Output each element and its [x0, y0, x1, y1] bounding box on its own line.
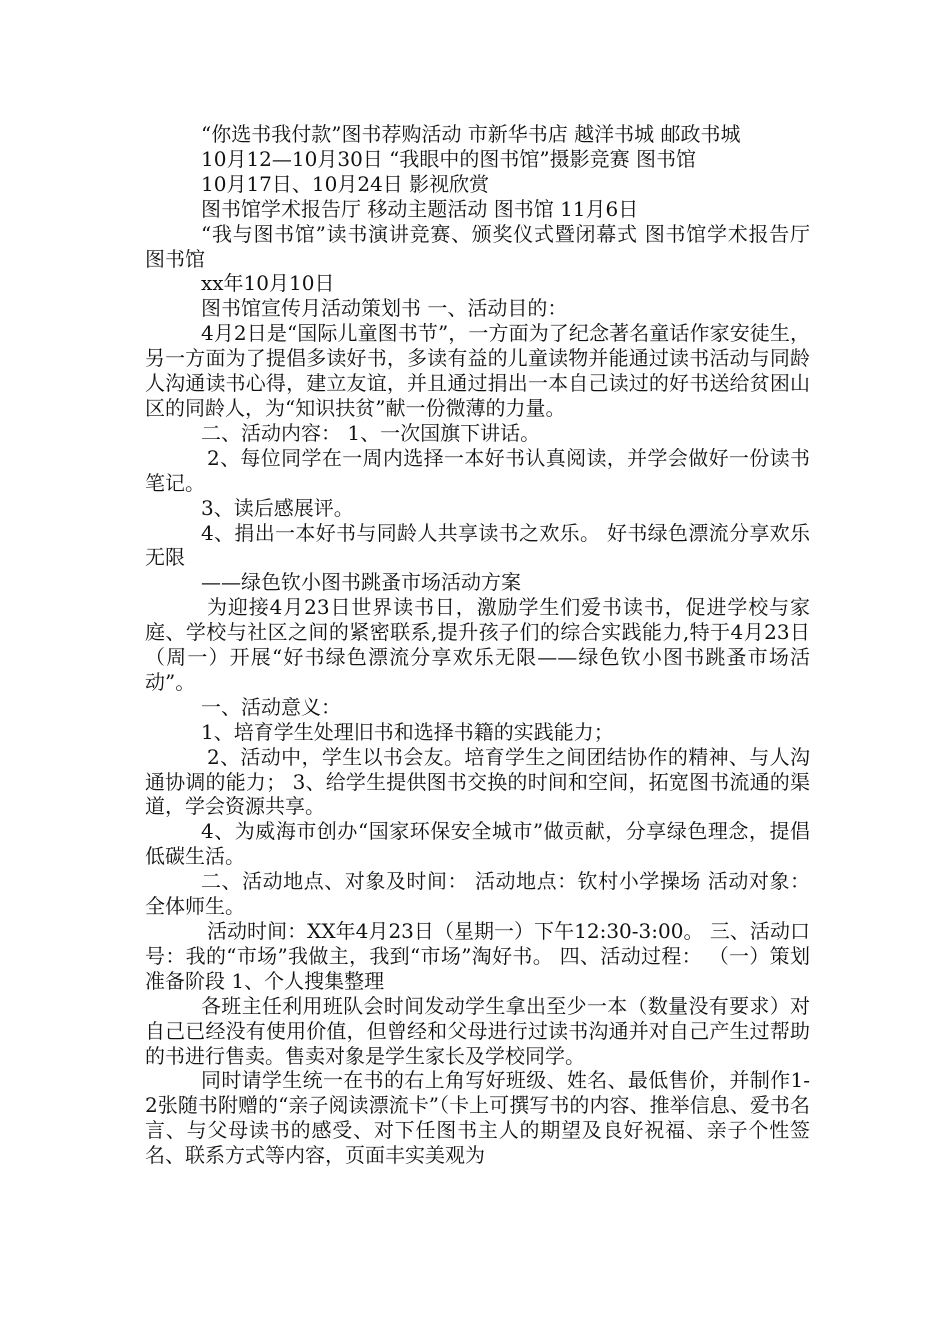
paragraph-significance-2: 2、活动中，学生以书会友。培育学生之间团结协作的精神、与人沟通协调的能力； 3、给学生提供图书交换的时间和空间，拓宽图书流通的渠道，学会资源共享。 — [145, 744, 810, 819]
paragraph-time: 活动时间：XX年4月23日（星期一）下午12:30-3:00。 三、活动口号：我的“市场”我做主，我到“市场”淘好书。 四、活动过程： （一）策划准备阶段 1、个人搜集整理 — [145, 919, 810, 993]
paragraph-event-film: 10月17日、10月24日 影视欣赏 — [201, 171, 490, 196]
paragraph-significance-heading: 一、活动意义： — [201, 694, 341, 719]
paragraph-content-4: 4、捐出一本好书与同龄人共享读书之欢乐。 好书绿色漂流分享欢乐无限 — [145, 520, 810, 570]
paragraph-date: xx年10月10日 — [201, 271, 335, 296]
paragraph-event-speech: “我与图书馆”读书演讲竞赛、颁奖仪式暨闭幕式 图书馆学术报告厅 图书馆 — [145, 221, 810, 271]
paragraph-content-3: 3、读后感展评。 — [201, 495, 354, 520]
paragraph-labeling: 同时请学生统一在书的右上角写好班级、姓名、最低售价，并制作1-2张随书附赠的“亲子阅读漂流卡”（卡上可撰写书的内容、推举信息、爱书名言、与父母读书的感受、对下任图书主人的期望及良好祝福、亲子个性签名、联系方式等内容，页面丰实美观为 — [145, 1068, 810, 1168]
paragraph-event-mobile: 图书馆学术报告厅 移动主题活动 图书馆 11月6日 — [201, 196, 639, 221]
paragraph-intro: 为迎接4月23日世界读书日，激励学生们爱书读书，促进学校与家庭、学校与社区之间的紧密联系,提升孩子们的综合实践能力,特于4月23日（周一）开展“好书绿色漂流分享欢乐无限——绿色钦小图书跳蚤市场活动”。 — [145, 595, 810, 694]
paragraph-content-2: 2、每位同学在一周内选择一本好书认真阅读，并学会做好一份读书笔记。 — [145, 445, 810, 495]
paragraph-content-1: 二、活动内容： 1、一次国旗下讲话。 — [201, 420, 541, 445]
paragraph-teacher-instructions: 各班主任利用班队会时间发动学生拿出至少一本（数量没有要求）对自己已经没有使用价值，但曾经和父母进行过读书沟通并对自己产生过帮助的书进行售卖。售卖对象是学生家长及学校同学。 — [145, 993, 810, 1068]
paragraph-event-photo-contest: 10月12—10月30日 “我眼中的图书馆”摄影竞赛 图书馆 — [201, 146, 696, 171]
paragraph-subtitle: ——绿色钦小图书跳蚤市场活动方案 — [201, 570, 521, 595]
paragraph-plan-title: 图书馆宣传月活动策划书 一、活动目的： — [201, 296, 568, 321]
paragraph-purpose: 4月2日是“国际儿童图书节”，一方面为了纪念著名童话作家安徒生，另一方面为了提倡多读好书，多读有益的儿童读物并能通过读书活动与同龄人沟通读书心得，建立友谊，并且通过捐出一本自己读过的好书送给贫困山区的同龄人，为“知识扶贫”献一份微薄的力量。 — [145, 321, 810, 420]
paragraph-significance-4: 4、为威海市创办“国家环保安全城市”做贡献，分享绿色理念，提倡低碳生活。 — [145, 819, 810, 869]
paragraph-event-book-purchase: “你选书我付款”图书荐购活动 市新华书店 越洋书城 邮政书城 — [201, 122, 741, 146]
document-body — [145, 122, 810, 1168]
paragraph-location: 二、活动地点、对象及时间： 活动地点：钦村小学操场 活动对象：全体师生。 — [145, 869, 810, 919]
paragraph-significance-1: 1、培育学生处理旧书和选择书籍的实践能力； — [201, 719, 614, 744]
